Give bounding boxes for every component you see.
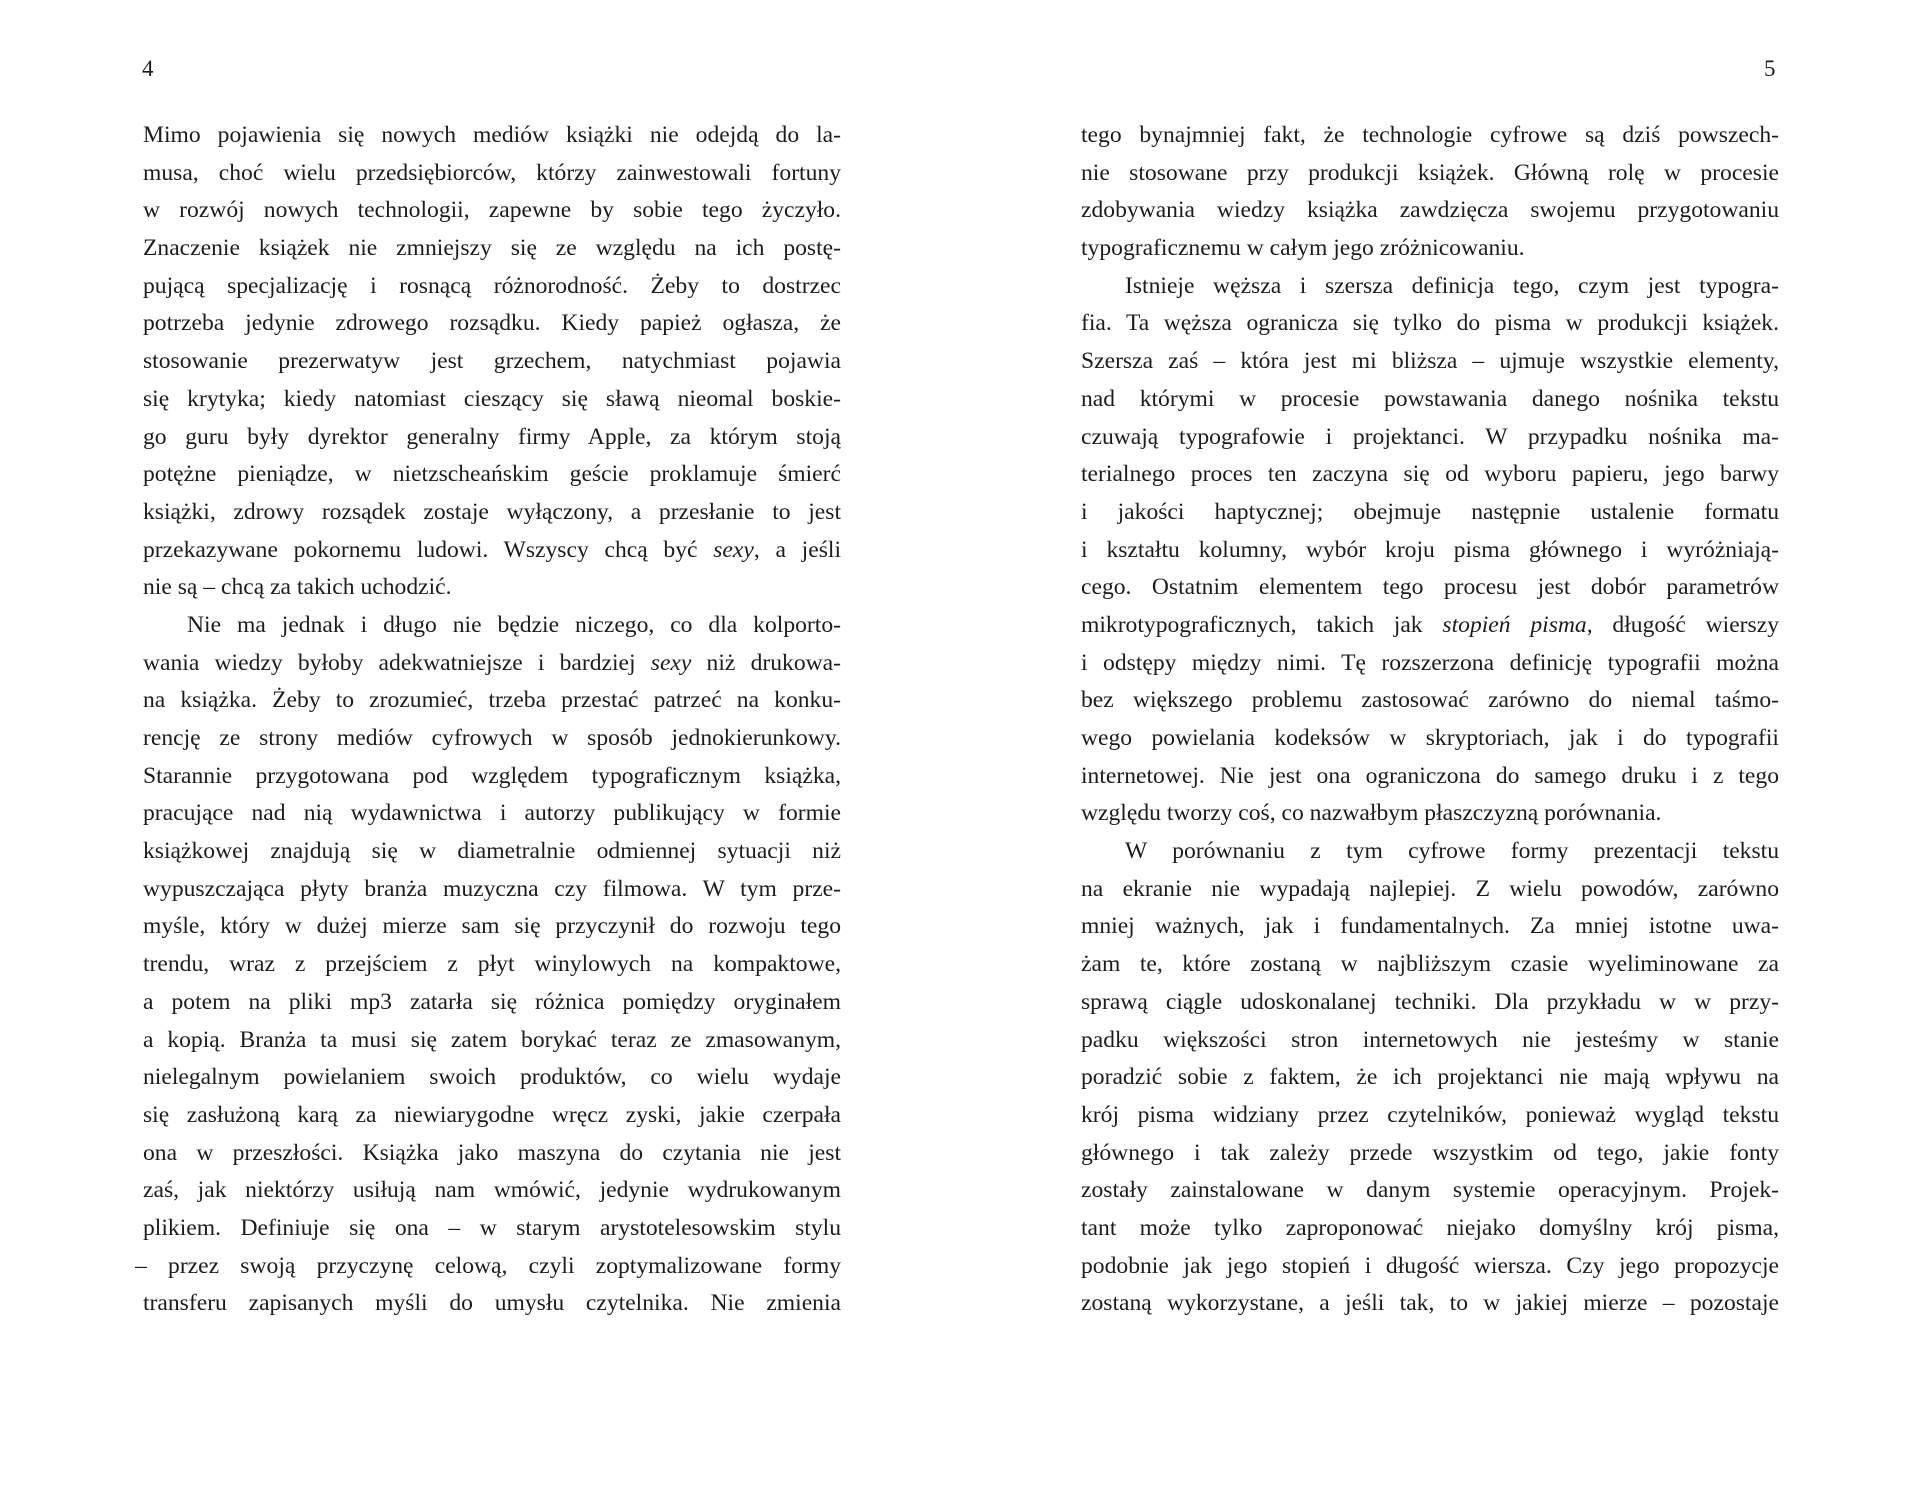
body-text: żam te, które zostaną w najbliższym czasie wyeliminowane za: [1081, 951, 1779, 978]
text-line: [1081, 645, 1779, 683]
body-text: pującą specjalizację i rosnącą różnorodność. Żeby to dostrzec: [143, 272, 841, 299]
body-text: potężne pieniądze, w nietzscheańskim geście proklamuje śmierć: [143, 461, 841, 488]
text-line: [143, 833, 841, 871]
body-text: a potem na pliki mp3 zatarła się różnica pomiędzy oryginałem: [143, 988, 841, 1015]
body-text: padku większości stron internetowych nie jesteśmy w stanie: [1081, 1026, 1779, 1053]
text-line: [143, 871, 841, 909]
body-text: czuwają typografowie i projektanci. W przypadku nośnika ma-: [1081, 423, 1779, 450]
body-text: a kopią. Branża ta musi się zatem borykać teraz ze zmasowanym,: [143, 1026, 841, 1053]
text-line: [143, 946, 841, 984]
body-text: nad którymi w procesie powstawania danego nośnika tekstu: [1081, 385, 1779, 412]
body-text: Starannie przygotowana pod względem typograficznym książka,: [143, 762, 841, 789]
text-line: [143, 305, 841, 343]
text-line: [143, 117, 841, 155]
body-text: książkowej znajdują się w diametralnie odmiennej sytuacji niż: [143, 838, 841, 865]
text-line: [143, 607, 841, 645]
body-text: bez większego problemu zastosować zarówno do niemal taśmo-: [1081, 687, 1779, 714]
body-text: musa, choć wielu przedsiębiorców, którzy zainwestowali fortuny: [143, 159, 841, 186]
text-line: [1081, 946, 1779, 984]
text-line: [1081, 117, 1779, 155]
text-line: [1081, 381, 1779, 419]
body-text: wego powielania kodeksów w skryptoriach, jak i do typografii: [1081, 725, 1779, 751]
body-text: zostaną wykorzystane, a jeśli tak, to w jakiej mierze – pozostaje: [1081, 1290, 1779, 1317]
emphasis-text: sexy: [713, 536, 754, 563]
body-text: zdobywania wiedzy książka zawdzięcza swojemu przygotowaniu: [1081, 197, 1779, 224]
text-line: [1081, 1022, 1779, 1060]
text-line: [143, 758, 841, 796]
body-text: typograficznemu w całym jego zróżnicowaniu.: [1081, 235, 1525, 262]
body-text: wania wiedzy byłoby adekwatniejsze i bardziej: [143, 649, 651, 676]
body-text: w rozwój nowych technologii, zapewne by sobie tego życzyło.: [143, 197, 841, 224]
body-text: nie są – chcą za takich uchodzić.: [143, 574, 452, 601]
text-line: [1081, 268, 1779, 306]
text-line: [1081, 1210, 1779, 1248]
text-line: [1081, 758, 1779, 796]
body-text: mniej ważnych, jak i fundamentalnych. Za mniej istotne uwa-: [1081, 913, 1779, 940]
right-page: [960, 0, 1920, 1498]
body-text: – przez swoją przyczynę celową, czyli zoptymalizowane formy: [135, 1252, 841, 1279]
text-line: [1081, 1135, 1779, 1173]
body-text: wypuszczająca płyty branża muzyczna czy filmowa. W tym prze-: [143, 875, 841, 902]
text-line: [1081, 720, 1779, 758]
text-line: [1081, 230, 1779, 268]
text-line: [1081, 871, 1779, 909]
body-text: nie stosowane przy produkcji książek. Główną rolę w procesie: [1081, 159, 1779, 186]
body-text: zostały zainstalowane w danym systemie operacyjnym. Projek-: [1081, 1177, 1779, 1204]
body-text: rencję ze strony mediów cyfrowych w sposób jednokierunkowy.: [143, 725, 841, 751]
body-text: krój pisma widziany przez czytelników, ponieważ wygląd tekstu: [1081, 1101, 1779, 1128]
body-text: i kształtu kolumny, wybór kroju pisma głównego i wyróżniają-: [1081, 536, 1779, 563]
body-text: Znaczenie książek nie zmniejszy się ze względu na ich postę-: [143, 235, 841, 262]
body-text: ona w przeszłości. Książka jako maszyna do czytania nie jest: [143, 1139, 841, 1166]
text-line: [1081, 795, 1779, 833]
body-text: internetowej. Nie jest ona ograniczona do samego druku i z tego: [1081, 762, 1779, 789]
body-text: Mimo pojawienia się nowych mediów książki nie odejdą do la-: [143, 122, 841, 148]
text-line: [1081, 1097, 1779, 1135]
body-text: na ekranie nie wypadają najlepiej. Z wielu powodów, zarówno: [1081, 875, 1779, 902]
text-line: [1081, 155, 1779, 193]
text-line: [1081, 569, 1779, 607]
body-text: się krytyka; kiedy natomiast cieszący się sławą nieomal boskie-: [143, 385, 841, 412]
text-line: [1081, 456, 1779, 494]
body-text: go guru były dyrektor generalny firmy Apple, za którym stoją: [143, 423, 841, 450]
text-line: [143, 1135, 841, 1173]
text-line: [143, 494, 841, 532]
text-line: [143, 1172, 841, 1210]
text-line: [1081, 984, 1779, 1022]
page-number: 4: [142, 56, 154, 81]
text-line: [143, 569, 841, 607]
body-text: transferu zapisanych myśli do umysłu czytelnika. Nie zmienia: [143, 1290, 841, 1317]
text-line: [135, 1248, 841, 1286]
body-text: poradzić sobie z faktem, że ich projektanci nie mają wpływu na: [1081, 1064, 1779, 1091]
body-text: i odstępy między nimi. Tę rozszerzona definicję typografii można: [1081, 649, 1779, 676]
body-text: Istnieje węższa i szersza definicja tego, czym jest typogra-: [1125, 272, 1779, 299]
text-line: [143, 645, 841, 683]
text-line: [143, 1210, 841, 1248]
text-line: [143, 1285, 841, 1323]
body-text: plikiem. Definiuje się ona – w starym arystotelesowskim stylu: [143, 1214, 841, 1241]
body-text: Szersza zaś – która jest mi bliższa – ujmuje wszystkie elementy,: [1081, 348, 1779, 375]
text-line: [143, 155, 841, 193]
text-line: [143, 532, 841, 570]
body-text: pracujące nad nią wydawnictwa i autorzy publikujący w formie: [143, 800, 841, 827]
body-text: głównego i tak zależy przede wszystkim od tego, jakie fonty: [1081, 1139, 1779, 1166]
body-text: książki, zdrowy rozsądek zostaje wyłączony, a przesłanie to jest: [143, 498, 841, 525]
text-line: [1081, 494, 1779, 532]
body-text: stosowanie prezerwatyw jest grzechem, natychmiast pojawia: [143, 348, 841, 375]
text-line: [1081, 305, 1779, 343]
text-line: [143, 1059, 841, 1097]
text-line: [143, 1022, 841, 1060]
body-text: względu tworzy coś, co nazwałbym płaszczyzną porównania.: [1081, 800, 1662, 827]
text-line: [143, 381, 841, 419]
text-line: [143, 984, 841, 1022]
body-text: mikrotypograficznych, takich jak: [1081, 611, 1443, 638]
body-text: potrzeba jedynie zdrowego rozsądku. Kiedy papież ogłasza, że: [143, 310, 841, 337]
text-line: [1081, 1285, 1779, 1323]
body-text: nielegalnym powielaniem swoich produktów, co wielu wydaje: [143, 1064, 841, 1091]
body-text: cego. Ostatnim elementem tego procesu jest dobór parametrów: [1081, 574, 1779, 601]
text-line: [143, 908, 841, 946]
text-line: [1081, 1172, 1779, 1210]
text-line: [1081, 192, 1779, 230]
text-line: [1081, 833, 1779, 871]
text-line: [143, 268, 841, 306]
body-text: myśle, który w dużej mierze sam się przyczynił do rozwoju tego: [143, 913, 841, 940]
body-text: podobnie jak jego stopień i długość wiersza. Czy jego propozycje: [1081, 1252, 1779, 1279]
text-column: [1081, 117, 1779, 1323]
text-line: [1081, 1059, 1779, 1097]
text-line: [143, 720, 841, 758]
text-line: [143, 230, 841, 268]
body-text: , a jeśli: [753, 536, 841, 563]
text-line: [1081, 419, 1779, 457]
body-text: niż drukowa-: [691, 649, 841, 676]
body-text: zaś, jak niektórzy usiłują nam wmówić, jedynie wydrukowanym: [143, 1177, 841, 1204]
text-line: [1081, 607, 1779, 645]
body-text: , długość wierszy: [1586, 611, 1779, 638]
body-text: W porównaniu z tym cyfrowe formy prezentacji tekstu: [1125, 838, 1779, 865]
emphasis-text: stopień pisma: [1442, 611, 1587, 638]
text-line: [143, 1097, 841, 1135]
body-text: tant może tylko zaproponować niejako domyślny krój pisma,: [1081, 1214, 1779, 1241]
text-line: [1081, 1248, 1779, 1286]
text-line: [1081, 343, 1779, 381]
body-text: tego bynajmniej fakt, że technologie cyfrowe są dziś powszech-: [1081, 122, 1779, 148]
body-text: na książka. Żeby to zrozumieć, trzeba przestać patrzeć na konku-: [143, 687, 841, 714]
text-line: [143, 419, 841, 457]
body-text: się zasłużoną karą za niewiarygodne wręcz zyski, jakie czerpała: [143, 1101, 841, 1128]
text-line: [143, 795, 841, 833]
text-column: [135, 117, 841, 1323]
body-text: przekazywane pokornemu ludowi. Wszyscy chcą być: [143, 536, 714, 563]
text-line: [1081, 682, 1779, 720]
page-number: 5: [1764, 56, 1776, 81]
text-line: [1081, 532, 1779, 570]
body-text: terialnego proces ten zaczyna się od wyboru papieru, jego barwy: [1081, 461, 1779, 488]
body-text: Nie ma jednak i długo nie będzie niczego, co dla kolporto-: [187, 611, 841, 638]
body-text: i jakości haptycznej; obejmuje następnie ustalenie formatu: [1081, 498, 1779, 525]
body-text: fia. Ta węższa ogranicza się tylko do pisma w produkcji książek.: [1081, 310, 1779, 337]
text-line: [1081, 908, 1779, 946]
text-line: [143, 192, 841, 230]
body-text: trendu, wraz z przejściem z płyt winylowych na kompaktowe,: [143, 951, 841, 978]
text-line: [143, 682, 841, 720]
body-text: sprawą ciągle udoskonalanej techniki. Dla przykładu w w przy-: [1081, 988, 1779, 1015]
emphasis-text: sexy: [650, 649, 692, 676]
text-line: [143, 456, 841, 494]
text-line: [143, 343, 841, 381]
